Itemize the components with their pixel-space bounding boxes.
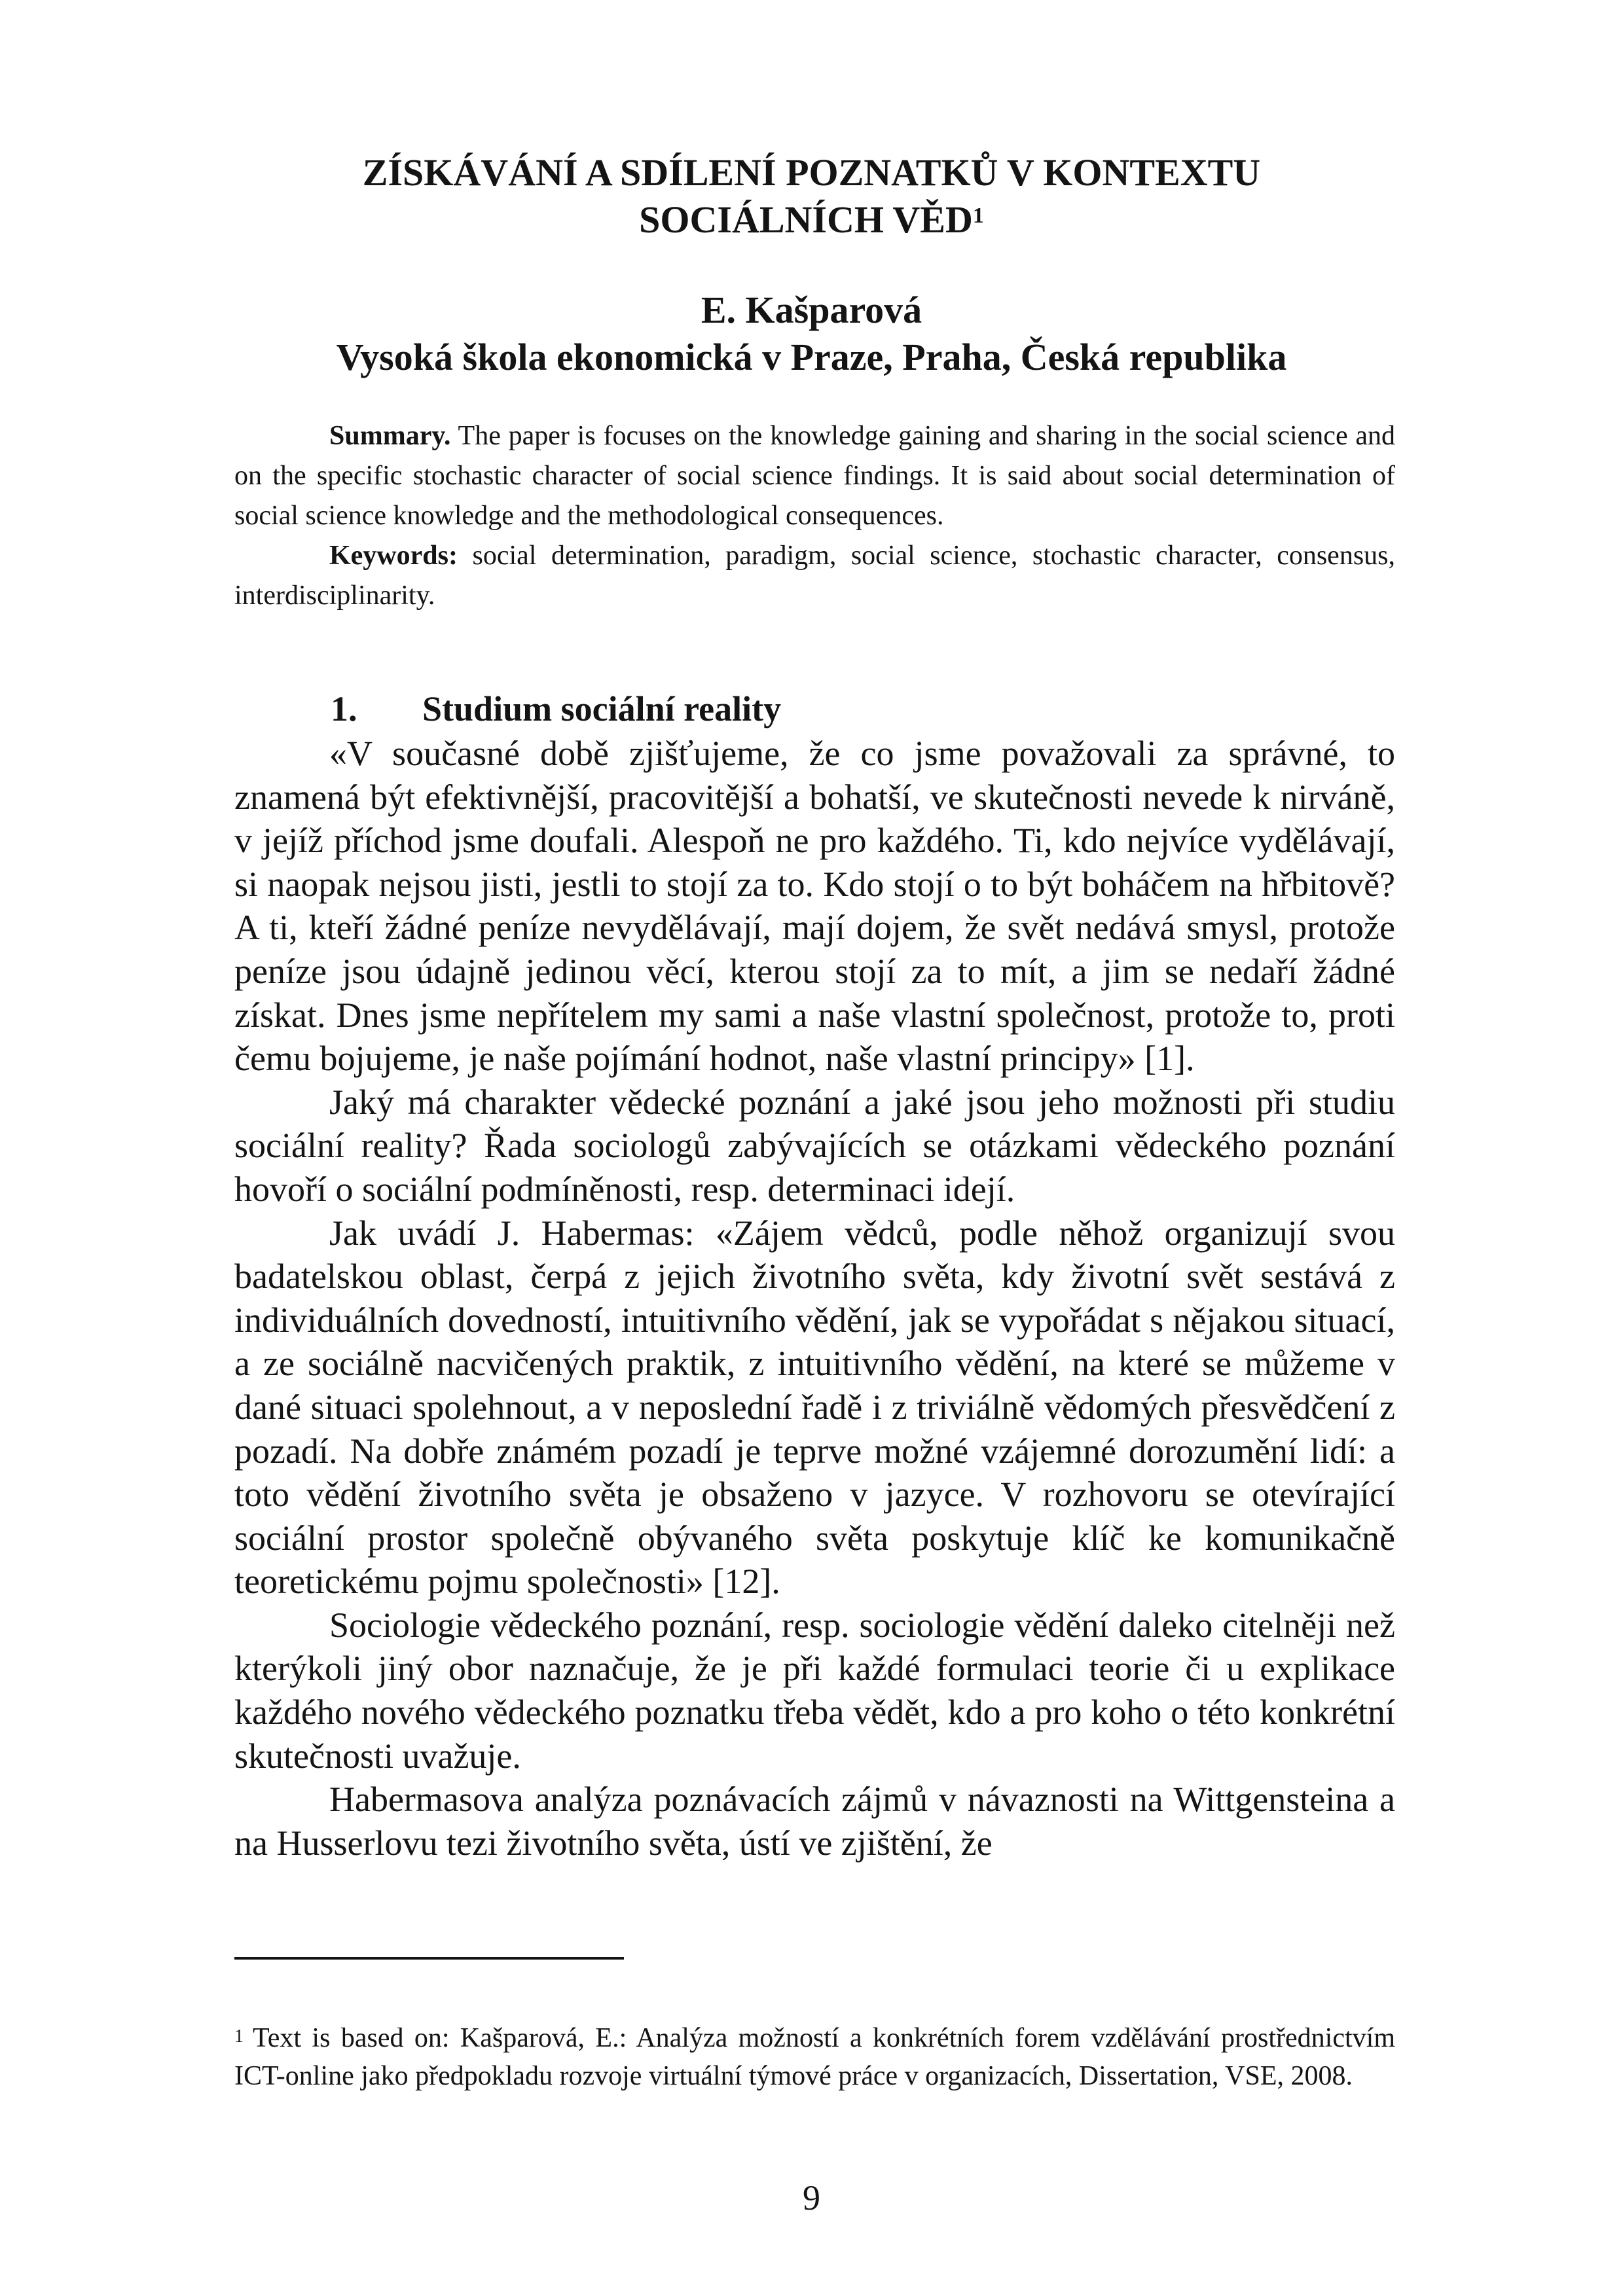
- body-paragraph: Habermasova analýza poznávacích zájmů v návaznosti na Wittgensteina a na Husserlovu tezi životního světa, ústí ve zjištění, že: [234, 1780, 1395, 1863]
- body-paragraph: Sociologie vědeckého poznání, resp. sociologie vědění daleko citelněji než kterýkoli jiný obor naznačuje, že je při každé formulaci teorie či u explikace každého nového vědeckého poznatku třeba vědět, kdo a pro koho o této konkrétní skutečnosti uvažuje.: [234, 1605, 1395, 1776]
- section-number: 1.: [331, 689, 357, 728]
- keywords-text: social determination, paradigm, social science, stochastic character, consensus, interdisciplinarity.: [234, 541, 1396, 611]
- footnote-divider: [234, 1957, 624, 1960]
- title-line-2-text: SOCIÁLNÍCH VĚD: [639, 198, 973, 241]
- abstract: [234, 416, 1395, 616]
- title-line-2: [131, 196, 1492, 243]
- footnote-text: Text is based on: Kašparová, E.: Analýza možností a konkrétních forem vzdělávání prostřednictvím ICT-online jako předpokladu rozvoje virtuální týmové práce v organizacích, Dissertation, VSE, 2008.: [234, 2023, 1395, 2091]
- keywords-paragraph: [234, 536, 1395, 616]
- section-title: Studium sociální reality: [422, 689, 782, 728]
- footnote-mark: 1: [234, 2026, 244, 2047]
- page-number: 9: [803, 2178, 820, 2217]
- paper-title: [131, 149, 1492, 243]
- keywords-label: Keywords:: [329, 541, 458, 571]
- summary-paragraph: [234, 416, 1395, 536]
- summary-text: The paper is focuses on the knowledge gaining and sharing in the social science and on the specific stochastic character of social science findings. It is said about social determination of social science knowledge and the methodological consequences.: [234, 421, 1396, 531]
- title-line-1: ZÍSKÁVÁNÍ A SDÍLENÍ POZNATKŮ V KONTEXTU: [362, 151, 1261, 194]
- author-block: [131, 287, 1492, 381]
- body-paragraph: Jaký má charakter vědecké poznání a jaké jsou jeho možnosti při studiu sociální reality? Řada sociologů zabývajících se otázkami vědeckého poznání hovoří o sociální podmíněnosti, resp. determinaci idejí.: [234, 1082, 1395, 1209]
- body-text: [234, 732, 1395, 1865]
- body-paragraph: «V současné době zjišťujeme, že co jsme považovali za správné, to znamená být efektivnější, pracovitější a bohatší, ve skutečnosti nevede k nirváně, v jejíž příchod jsme doufali. Alespoň ne pro každého. Ti, kdo nejvíce vydělávají, si naopak nejsou jisti, jestli to stojí za to. Kdo stojí o to být boháčem na hřbitově? A ti, kteří žádné peníze nevydělávají, mají dojem, že svět nedává smysl, protože peníze jsou údajně jedinou věcí, kterou stojí za to mít, a jim se nedaří žádné získat. Dnes jsme nepřítelem my sami a naše vlastní společnost, protože to, proti čemu bojujeme, je naše pojímání hodnot, naše vlastní principy» [1].: [234, 734, 1395, 1079]
- author-name: E. Kašparová: [701, 289, 922, 331]
- title-footnote-mark: 1: [972, 204, 984, 228]
- section-heading: [331, 686, 781, 732]
- body-paragraph: Jak uvádí J. Habermas: «Zájem vědců, podle něhož organizují svou badatelskou oblast, čerpá z jejich životního světa, kdy životní svět sestává z individuálních dovedností, intuitivního vědění, jak se vypořádat s nějakou situací, a ze sociálně nacvičených praktik, z intuitivního vědění, na které se můžeme v dané situaci spolehnout, a v neposlední řadě i z triviálně vědomých přesvědčení z pozadí. Na dobře známém pozadí je teprve možné vzájemné dorozumění lidí: a toto vědění životního světa je obsaženo v jazyce. V rozhovoru se otevírající sociální prostor společně obývaného světa poskytuje klíč ke komunikačně teoretickému pojmu společnosti» [12].: [234, 1213, 1395, 1602]
- footnote: [234, 2019, 1395, 2095]
- author-affiliation: Vysoká škola ekonomická v Praze, Praha, Česká republika: [336, 336, 1287, 378]
- summary-label: Summary.: [329, 421, 451, 451]
